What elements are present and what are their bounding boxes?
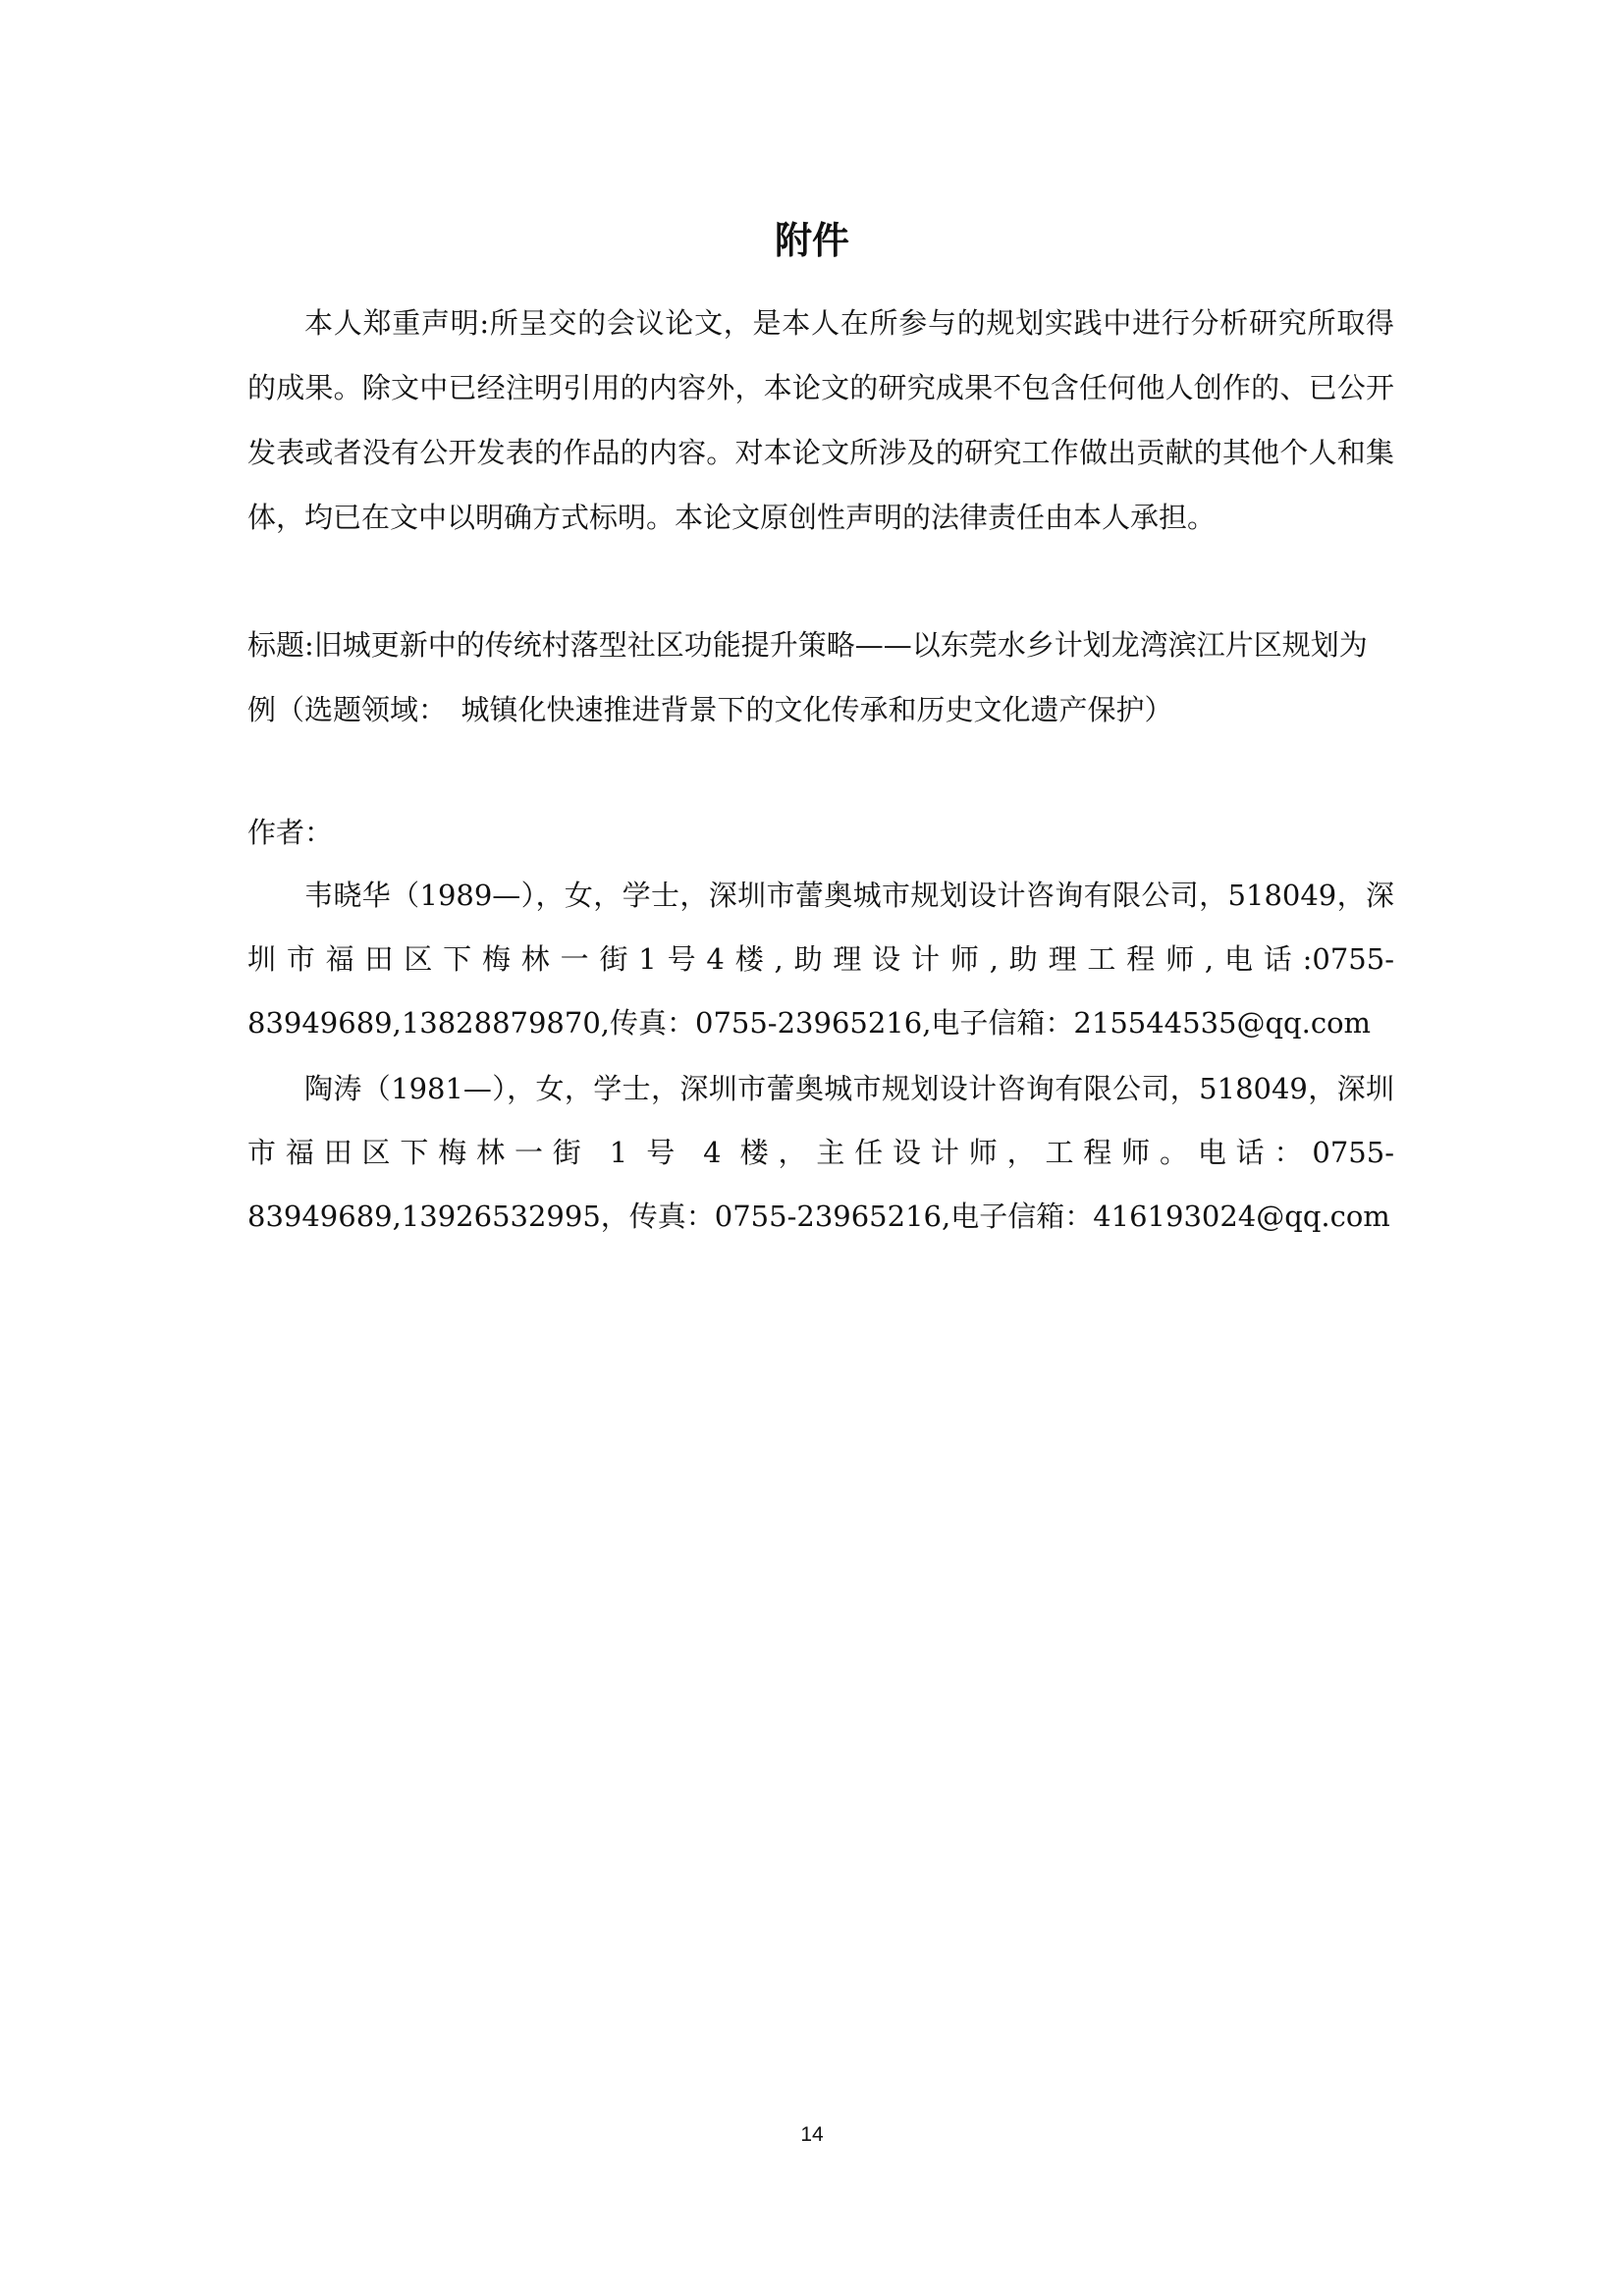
page-number: 14 — [800, 2123, 824, 2146]
author-entry-wei-xiaohua: 韦晓华（1989—），女，学士，深圳市蕾奥城市规划设计咨询有限公司，518049，深圳市福田区下梅林一街1号4楼,助理设计师,助理工程师,电话:0755-83949689,13828879870,传真：0755-23965216,电子信箱：215544535@qq.com — [247, 879, 1394, 1040]
authors-label: 作者： — [247, 816, 334, 849]
author-entry-tao-tao: 陶涛（1981—），女，学士，深圳市蕾奥城市规划设计咨询有限公司，518049，深圳市福田区下梅林一街 1 号 4 楼，主任设计师，工程师。电话：0755-83949689,13926532995，传真：0755-23965216,电子信箱：416193024@qq.com — [247, 1072, 1394, 1233]
originality-declaration: 本人郑重声明:所呈交的会议论文，是本人在所参与的规划实践中进行分析研究所取得的成果。除文中已经注明引用的内容外，本论文的研究成果不包含任何他人创作的、已公开发表或者没有公开发表的作品的内容。对本论文所涉及的研究工作做出贡献的其他个人和集体，均已在文中以明确方式标明。本论文原创性声明的法律责任由本人承担。 — [247, 306, 1394, 534]
page-title: 附件 — [774, 219, 849, 262]
paper-topic: 标题:旧城更新中的传统村落型社区功能提升策略——以东莞水乡计划龙湾滨江片区规划为例（选题领域： 城镇化快速推进背景下的文化传承和历史文化遗产保护） — [247, 628, 1368, 726]
